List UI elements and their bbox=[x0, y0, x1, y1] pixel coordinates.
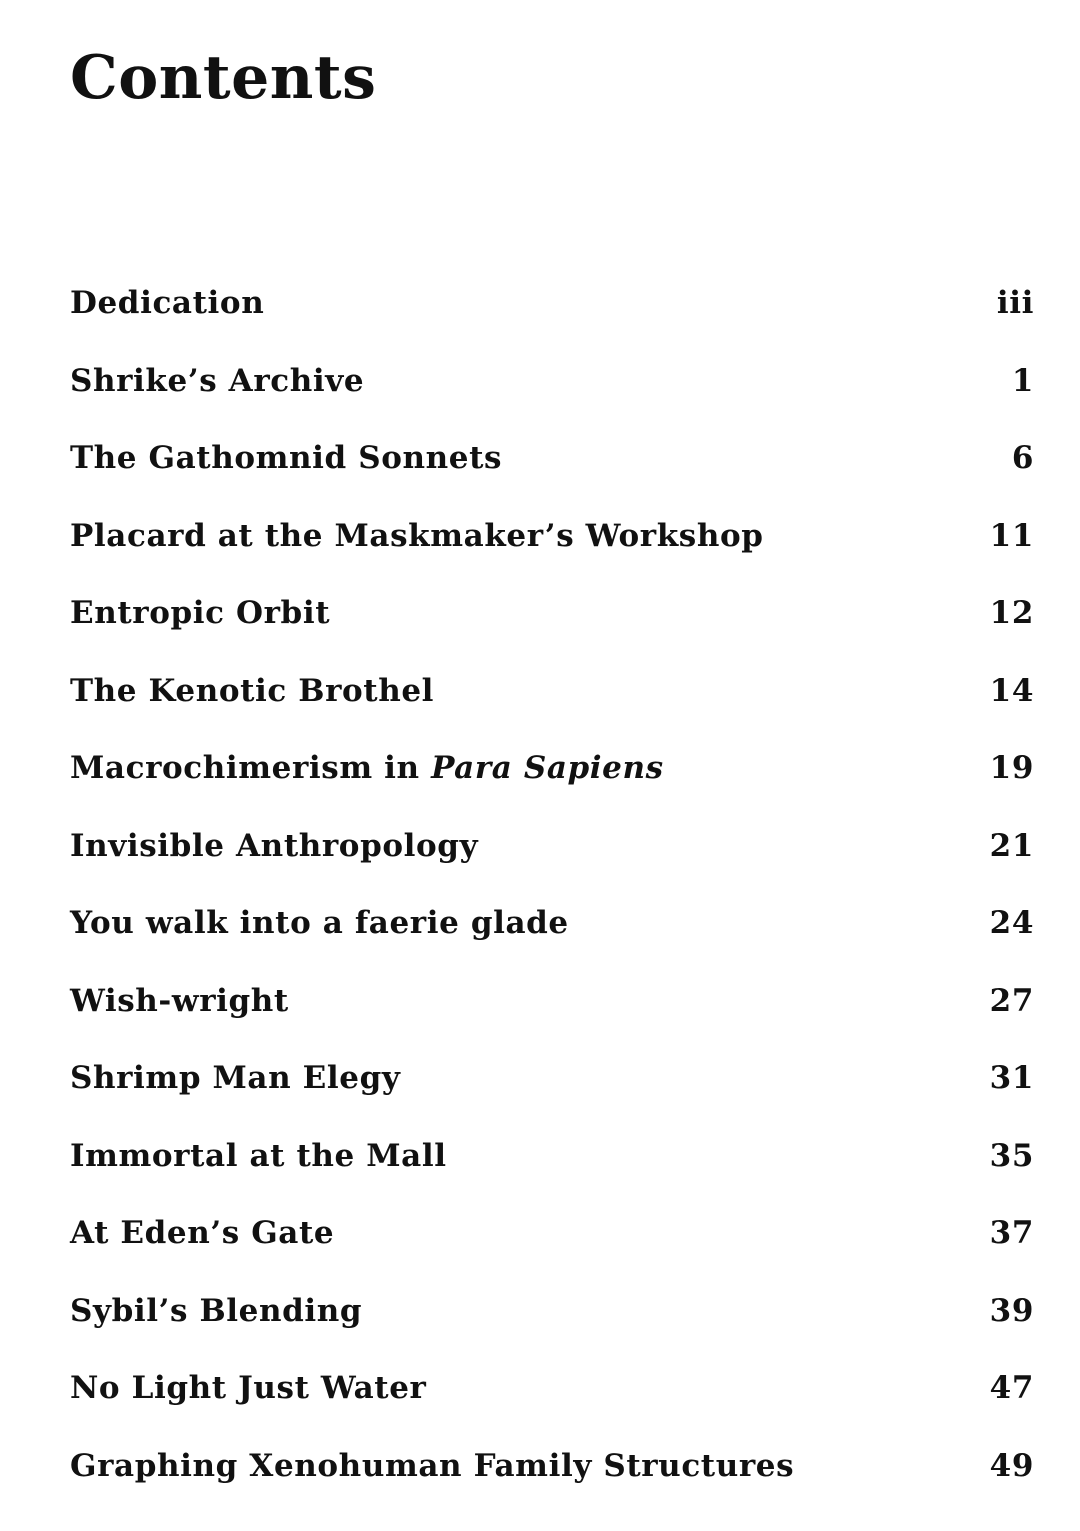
toc-entry-page: 21 bbox=[989, 827, 1034, 864]
toc-entry-placard-maskmaker[interactable] bbox=[70, 513, 1034, 591]
toc-entry-macrochimerism[interactable] bbox=[70, 745, 1034, 823]
toc-entry-title bbox=[70, 745, 664, 791]
toc-entry-title: Graphing Xenohuman Family Structures bbox=[70, 1447, 795, 1484]
toc-entry-faerie-glade[interactable] bbox=[70, 900, 1034, 978]
toc-entry-invisible-anthropology[interactable] bbox=[70, 823, 1034, 901]
toc-entry-page: 6 bbox=[1011, 440, 1034, 476]
toc-entry-page: 1 bbox=[1011, 362, 1034, 399]
toc-entry-title: Entropic Orbit bbox=[70, 595, 331, 631]
toc-entry-title-prefix: Macrochimerism in bbox=[70, 750, 432, 786]
toc-entry-gathomnid-sonnets[interactable] bbox=[70, 435, 1034, 513]
toc-entry-page: 11 bbox=[989, 517, 1034, 554]
toc-entry-title: Immortal at the Mall bbox=[70, 1137, 447, 1174]
toc-entry-edens-gate[interactable] bbox=[70, 1210, 1034, 1288]
toc-entry-wish-wright[interactable] bbox=[70, 978, 1034, 1056]
toc-entry-kenotic-brothel[interactable] bbox=[70, 668, 1034, 746]
toc-entry-page: 37 bbox=[989, 1215, 1034, 1251]
toc-entry-title: The Kenotic Brothel bbox=[70, 672, 435, 709]
toc-entry-xenohuman-family[interactable] bbox=[70, 1443, 1034, 1521]
toc-entry-title-italic: Para Sapiens bbox=[431, 750, 664, 786]
toc-entry-page: 39 bbox=[989, 1292, 1034, 1329]
toc-entry-no-light-just-water[interactable] bbox=[70, 1365, 1034, 1443]
toc-entry-title: Placard at the Maskmaker’s Workshop bbox=[70, 517, 764, 554]
toc-entry-title: At Eden’s Gate bbox=[70, 1215, 335, 1251]
toc-entry-title: Dedication bbox=[70, 285, 265, 321]
toc-entry-title: The Gathomnid Sonnets bbox=[70, 440, 503, 476]
toc-entry-page: 19 bbox=[989, 750, 1034, 786]
toc-entry-title: Invisible Anthropology bbox=[70, 827, 479, 864]
toc-entry-page: 12 bbox=[989, 595, 1034, 631]
toc-entry-page: 27 bbox=[989, 982, 1034, 1019]
toc-entry-title: Shrimp Man Elegy bbox=[70, 1060, 401, 1096]
toc-entry-page: 14 bbox=[989, 672, 1034, 709]
toc-entry-dedication[interactable] bbox=[70, 280, 1034, 358]
toc-entry-page: iii bbox=[996, 285, 1034, 321]
toc-entry-shrimp-man-elegy[interactable] bbox=[70, 1055, 1034, 1133]
page-title: Contents bbox=[70, 43, 377, 113]
toc-entry-title: No Light Just Water bbox=[70, 1370, 427, 1406]
table-of-contents bbox=[70, 280, 1034, 1520]
toc-entry-title: Sybil’s Blending bbox=[70, 1292, 363, 1329]
toc-entry-title: Wish-wright bbox=[70, 982, 289, 1019]
toc-entry-page: 49 bbox=[989, 1447, 1034, 1484]
toc-entry-title: You walk into a faerie glade bbox=[70, 905, 569, 941]
toc-entry-shrikes-archive[interactable] bbox=[70, 358, 1034, 436]
toc-entry-page: 47 bbox=[989, 1370, 1034, 1406]
toc-entry-page: 35 bbox=[989, 1137, 1034, 1174]
toc-entry-page: 31 bbox=[989, 1060, 1034, 1096]
toc-entry-page: 24 bbox=[989, 905, 1034, 941]
toc-entry-sybils-blending[interactable] bbox=[70, 1288, 1034, 1366]
toc-entry-title: Shrike’s Archive bbox=[70, 362, 365, 399]
toc-entry-entropic-orbit[interactable] bbox=[70, 590, 1034, 668]
toc-entry-immortal-mall[interactable] bbox=[70, 1133, 1034, 1211]
